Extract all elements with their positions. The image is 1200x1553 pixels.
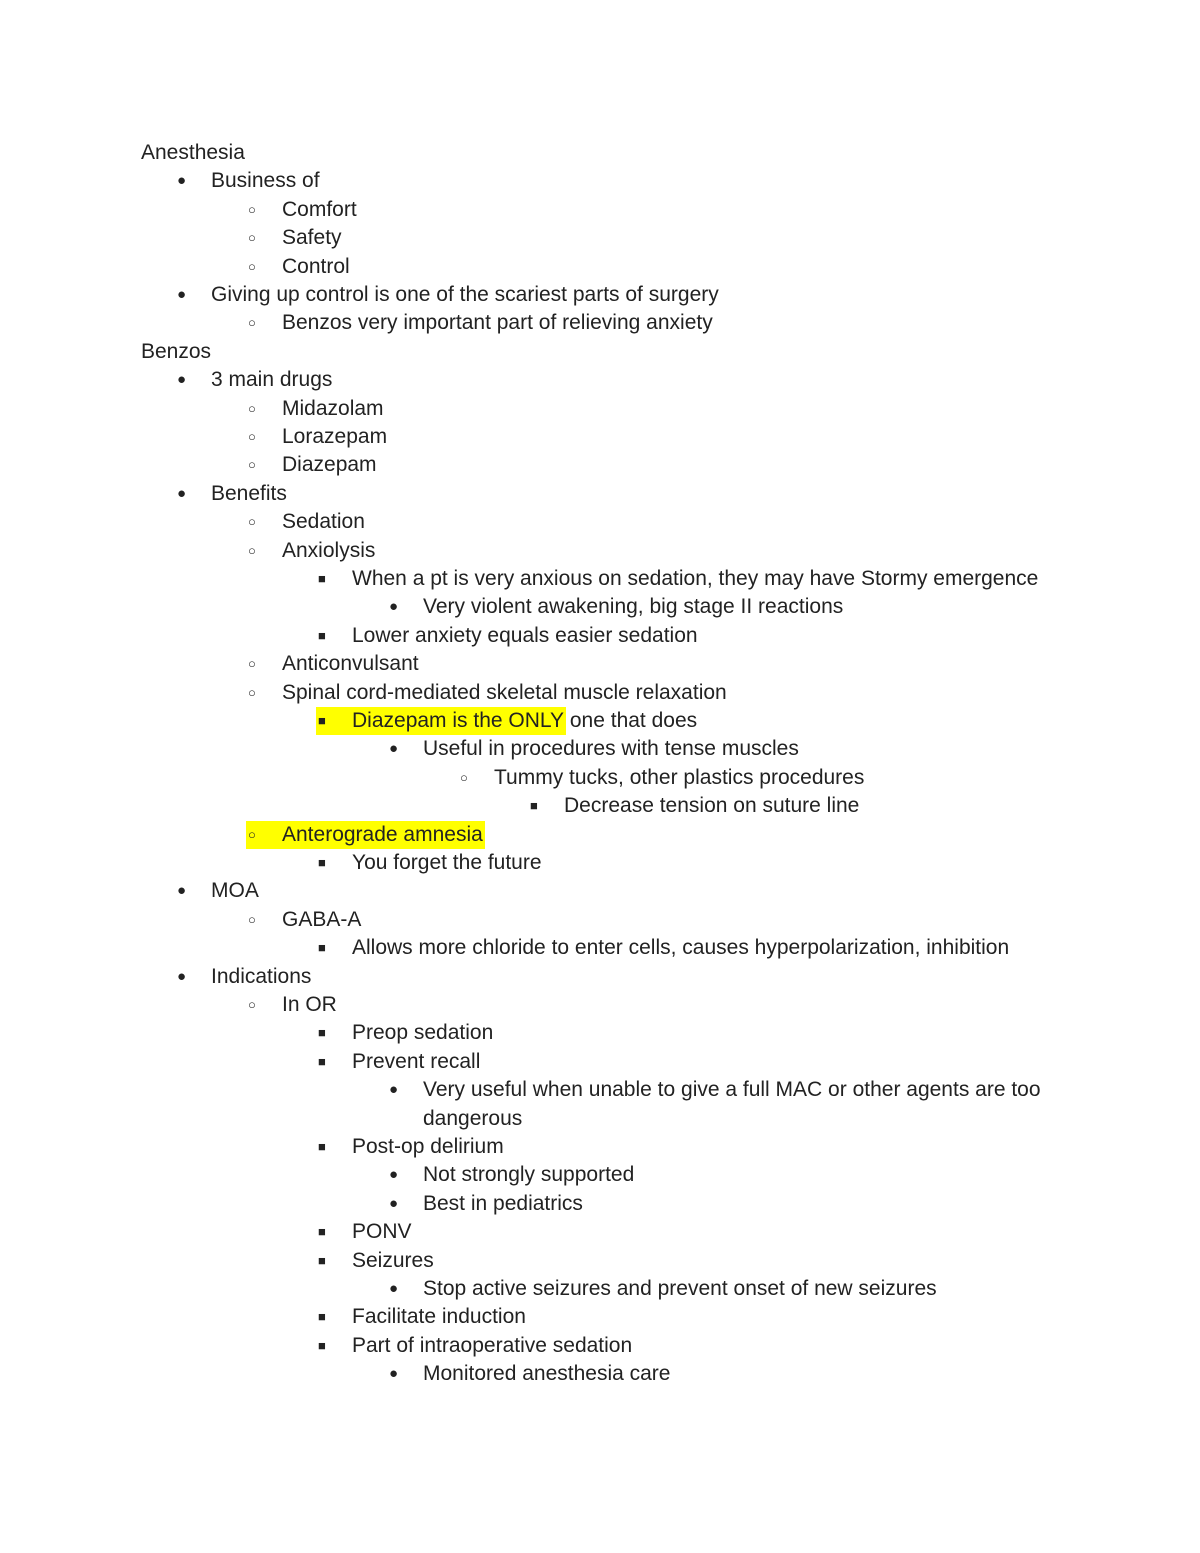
list-item: [0, 1133, 1200, 1161]
list-item: [0, 991, 1200, 1019]
list-item: [0, 792, 1200, 820]
item-text: Preop sedation: [352, 1021, 494, 1045]
list-item: [0, 366, 1200, 394]
list-item: [0, 309, 1200, 337]
bullet-icon: ○: [248, 684, 256, 700]
bullet-icon: ●: [177, 371, 187, 389]
item-text: Decrease tension on suture line: [564, 794, 860, 818]
item-text: In OR: [282, 993, 337, 1016]
bullet-icon: ■: [318, 627, 326, 643]
item-text: Useful in procedures with tense muscles: [423, 737, 799, 761]
list-item: [0, 480, 1200, 508]
item-text: Sedation: [282, 510, 365, 534]
section-heading: [0, 139, 1200, 167]
bullet-icon: ■: [318, 1053, 326, 1069]
bullet-icon: ○: [248, 542, 256, 558]
bullet-icon: ○: [248, 429, 256, 444]
item-text: Control: [282, 254, 350, 278]
list-item: [0, 167, 1200, 195]
item-text: Anticonvulsant: [282, 652, 419, 676]
item-text: GABA-A: [282, 907, 362, 931]
bullet-icon: ■: [318, 940, 326, 956]
bullet-icon: ■: [530, 798, 538, 814]
list-item: [0, 451, 1200, 479]
item-text: PONV: [352, 1220, 412, 1244]
list-item: [0, 764, 1200, 792]
bullet-icon: ●: [177, 484, 187, 502]
bullet-icon: ○: [248, 457, 256, 473]
list-item: [0, 735, 1200, 763]
bullet-icon: ○: [248, 230, 256, 246]
bullet-icon: ■: [318, 855, 326, 870]
list-item: [0, 1019, 1200, 1047]
list-item: [0, 1161, 1200, 1189]
item-text: MOA: [211, 879, 259, 903]
bullet-icon: ○: [248, 201, 256, 217]
bullet-icon: ●: [389, 1280, 399, 1297]
bullet-icon: ■: [318, 1139, 326, 1154]
list-item: [0, 1190, 1200, 1218]
item-text: Allows more chloride to enter cells, causes hyperpolarization, inhibition: [352, 936, 1010, 960]
list-item: [0, 196, 1200, 224]
list-item: [0, 1303, 1200, 1331]
item-text: Diazepam: [282, 453, 377, 477]
item-text: Midazolam: [282, 396, 384, 420]
bullet-icon: ●: [389, 740, 399, 758]
list-item: [0, 593, 1200, 621]
section-heading: [0, 338, 1200, 366]
item-text: Diazepam is the ONLY: [352, 709, 565, 732]
bullet-icon: ○: [248, 514, 256, 530]
list-item: [0, 1105, 1200, 1133]
item-text: Safety: [282, 226, 342, 250]
bullet-icon: ○: [248, 911, 256, 927]
bullet-icon: ●: [177, 882, 187, 900]
list-item: [0, 1275, 1200, 1303]
bullet-icon: ●: [389, 1194, 399, 1212]
list-item: [0, 565, 1200, 593]
item-text: Monitored anesthesia care: [423, 1362, 671, 1386]
item-text: Benzos: [141, 339, 212, 363]
bullet-icon: ○: [248, 656, 256, 672]
item-text: Business of: [211, 169, 320, 193]
list-item: [0, 537, 1200, 565]
item-text: Seizures: [352, 1248, 434, 1272]
item-text: Spinal cord-mediated skeletal muscle relaxation: [282, 680, 727, 704]
bullet-icon: ○: [460, 769, 468, 785]
item-text: Anxiolysis: [282, 538, 376, 562]
bullet-icon: ○: [248, 400, 256, 416]
item-text: Benzos very important part of relieving anxiety: [282, 311, 713, 335]
bullet-icon: ■: [318, 1025, 326, 1041]
list-item: [0, 622, 1200, 650]
item-text: 3 main drugs: [211, 368, 333, 392]
bullet-icon: ●: [389, 1166, 399, 1184]
item-text: Post-op delirium: [352, 1135, 504, 1158]
item-text: Lorazepam: [282, 425, 388, 448]
item-text: Facilitate induction: [352, 1305, 526, 1329]
list-item: [0, 877, 1200, 905]
list-item: [0, 963, 1200, 991]
item-text: Benefits: [211, 481, 287, 505]
list-item: [0, 224, 1200, 252]
item-text: Indications: [211, 964, 312, 988]
item-text: Best in pediatrics: [423, 1191, 583, 1215]
item-text: dangerous: [423, 1106, 523, 1130]
list-item: [0, 934, 1200, 962]
list-item: [0, 679, 1200, 707]
list-item: [0, 650, 1200, 678]
bullet-icon: ■: [318, 1224, 326, 1240]
item-text: Tummy tucks, other plastics procedures: [494, 765, 865, 789]
bullet-icon: ○: [248, 315, 256, 331]
list-item: [0, 1360, 1200, 1388]
list-item: [0, 1218, 1200, 1246]
list-item: [0, 906, 1200, 934]
bullet-icon: ■: [318, 1337, 326, 1353]
item-text: Very violent awakening, big stage II reactions: [423, 595, 844, 619]
bullet-icon: ●: [177, 172, 187, 190]
bullet-icon: ●: [177, 967, 187, 985]
list-item: [0, 821, 1200, 849]
bullet-icon: ●: [389, 1365, 399, 1383]
item-text: Anterograde amnesia: [282, 822, 483, 846]
bullet-icon: ■: [318, 1309, 326, 1325]
list-item: [0, 707, 1200, 735]
item-text: Prevent recall: [352, 1049, 481, 1073]
list-item: [0, 395, 1200, 423]
bullet-icon: ●: [389, 598, 399, 616]
item-text: Not strongly supported: [423, 1163, 635, 1187]
item-text: Comfort: [282, 197, 357, 221]
item-text: When a pt is very anxious on sedation, they may have Stormy emergence: [352, 567, 1039, 590]
bullet-icon: ○: [248, 258, 256, 274]
bullet-icon: ●: [389, 1081, 399, 1099]
item-text: Part of intraoperative sedation: [352, 1333, 633, 1357]
bullet-icon: ●: [177, 286, 187, 303]
list-item: [0, 1048, 1200, 1076]
list-item: [0, 281, 1200, 309]
list-item: [0, 423, 1200, 451]
item-text: Lower anxiety equals easier sedation: [352, 623, 698, 647]
list-item: [0, 253, 1200, 281]
list-item: [0, 849, 1200, 877]
item-text: Giving up control is one of the scariest parts of surgery: [211, 283, 719, 306]
list-item: [0, 508, 1200, 536]
item-text: Anesthesia: [141, 141, 245, 164]
item-text: Stop active seizures and prevent onset of new seizures: [423, 1277, 937, 1300]
bullet-icon: ■: [318, 1252, 326, 1268]
item-text: Very useful when unable to give a full MAC or other agents are too: [423, 1078, 1041, 1102]
list-item: [0, 1332, 1200, 1360]
bullet-icon: ■: [318, 713, 326, 728]
bullet-icon: ■: [318, 571, 326, 586]
bullet-icon: ○: [248, 997, 256, 1012]
list-item: [0, 1076, 1200, 1104]
item-text: You forget the future: [352, 851, 542, 874]
bullet-icon: ○: [248, 826, 256, 842]
item-text-tail: one that does: [564, 709, 698, 732]
list-item: [0, 1247, 1200, 1275]
